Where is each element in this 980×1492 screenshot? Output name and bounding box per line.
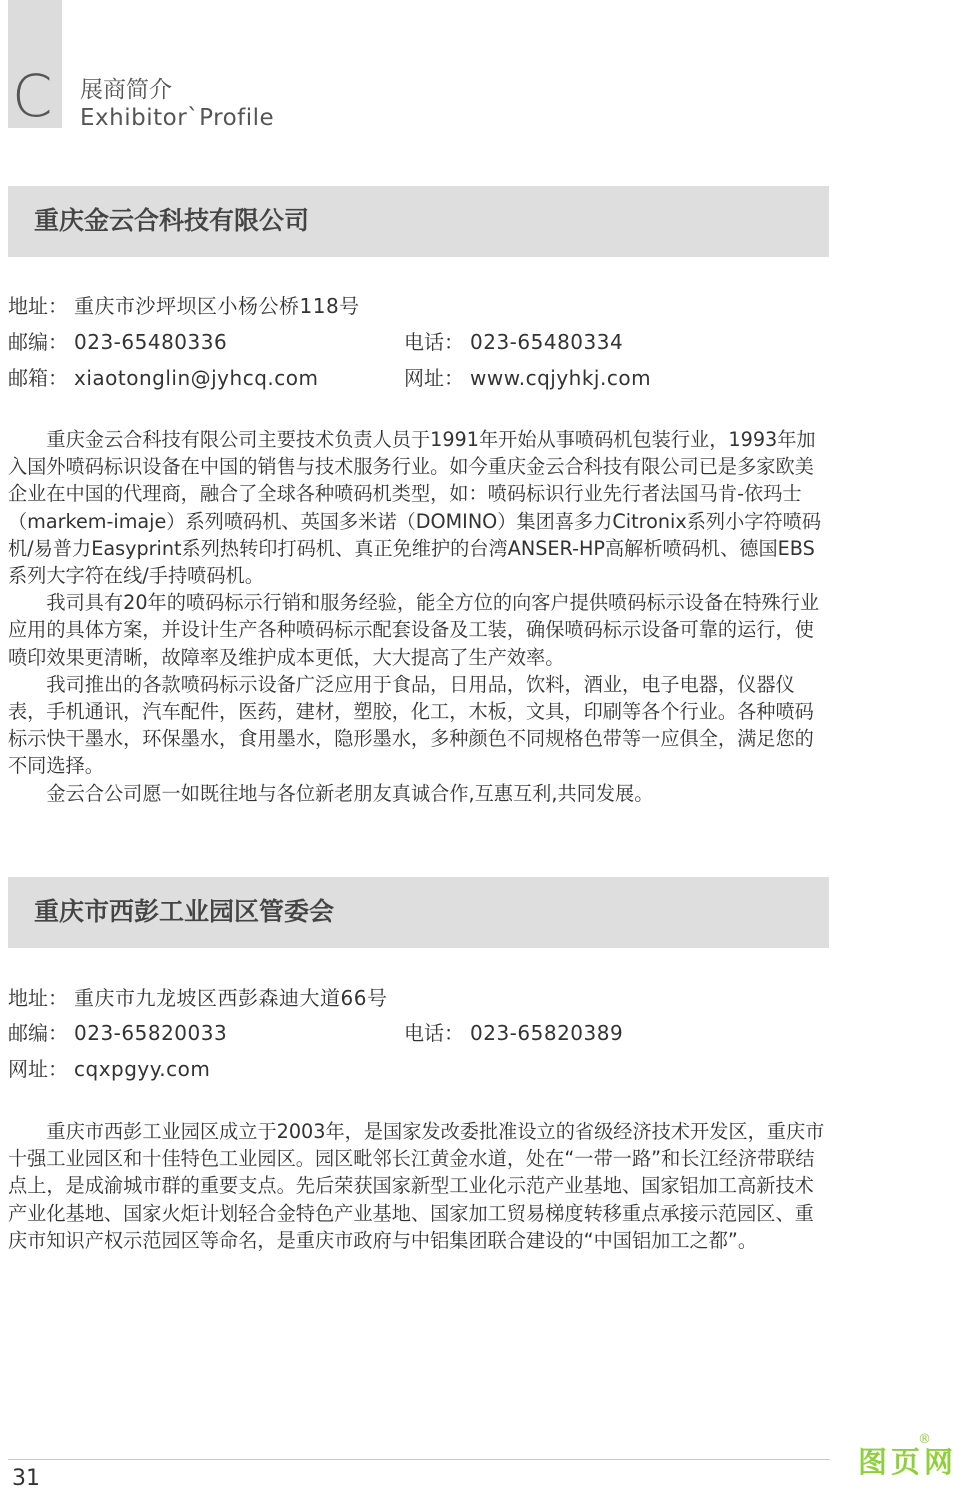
- watermark-text: 图页网: [858, 1445, 958, 1479]
- company-address: [8, 985, 387, 1011]
- address-label: 地址：: [8, 986, 68, 1010]
- phone-label: 电话：: [404, 1021, 464, 1045]
- email-label: 邮箱：: [8, 366, 68, 390]
- company-postcode: [8, 1020, 227, 1046]
- description-paragraph: 金云合公司愿一如既往地与各位新老朋友真诚合作,互惠互利,共同发展。: [46, 781, 654, 805]
- description-paragraph: 重庆市西彭工业园区成立于2003年，是国家发改委批准设立的省级经济技术开发区，重庆市十强工业园区和十佳特色工业园区。园区毗邻长江黄金水道，处在“一带一路”和长江经济带联结点上，是成渝城市群的重要支点。先后荣获国家新型工业化示范产业基地、国家铝加工高新技术产业化基地、国家火炬计划轻合金特色产业基地、国家加工贸易梯度转移重点承接示范园区、重庆市知识产权示范园区等命名，是重庆市政府与中铝集团联合建设的“中国铝加工之都”。: [8, 1120, 825, 1252]
- section-title-en: Exhibitor`Profile: [80, 105, 275, 131]
- website-label: 网址：: [404, 366, 464, 390]
- company-header-bar: [8, 186, 829, 257]
- company-phone: [404, 1020, 623, 1046]
- footer-divider: [8, 1459, 830, 1460]
- registered-mark: ®: [918, 1432, 931, 1447]
- address-value: 重庆市九龙坡区西彭森迪大道66号: [74, 986, 388, 1010]
- section-title-cn: 展商简介: [80, 77, 172, 103]
- company-phone: [404, 329, 623, 355]
- company-name: 重庆金云合科技有限公司: [34, 206, 310, 235]
- section-letter: C: [12, 62, 53, 130]
- website-label: 网址：: [8, 1057, 68, 1081]
- email-value: xiaotonglin@jyhcq.com: [74, 366, 319, 390]
- description-paragraph: 我司推出的各款喷码标示设备广泛应用于食品，日用品，饮料，酒业，电子电器，仪器仪表，手机通讯，汽车配件，医药，建材，塑胶，化工，木板，文具，印刷等各个行业。各种喷码标示快干墨水，环保墨水，食用墨水，隐形墨水，多种颜色不同规格色带等一应俱全，满足您的不同选择。: [8, 672, 814, 778]
- phone-value: 023-65820389: [470, 1021, 624, 1045]
- company-name: 重庆市西彭工业园区管委会: [34, 897, 335, 926]
- website-value: cqxpgyy.com: [74, 1057, 211, 1081]
- description-paragraph: 重庆金云合科技有限公司主要技术负责人员于1991年开始从事喷码机包装行业，1993年加入国外喷码标识设备在中国的销售与技术服务行业。如今重庆金云合科技有限公司已是多家欧美企业在中国的代理商，融合了全球各种喷码机类型，如：喷码标识行业先行者法国马肯-依玛士（markem-imaje）系列喷码机、英国多米诺（DOMINO）集团喜多力Citronix系列小字符喷码机/易普力Easyprint系列热转印打码机、真正免维护的台湾ANSER-HP高解析喷码机、德国EBS系列大字符在线/手持喷码机。: [8, 428, 822, 588]
- address-value: 重庆市沙坪坝区小杨公桥118号: [74, 294, 360, 318]
- company-header-bar: [8, 877, 829, 948]
- address-label: 地址：: [8, 294, 68, 318]
- description-paragraph: 我司具有20年的喷码标示行销和服务经验，能全方位的向客户提供喷码标示设备在特殊行业应用的具体方案，并设计生产各种喷码标示配套设备及工装，确保喷码标示设备可靠的运行，使喷印效果更清晰，故障率及维护成本更低，大大提高了生产效率。: [8, 591, 820, 669]
- postcode-value: 023-65820033: [74, 1021, 228, 1045]
- page-number: 31: [12, 1466, 40, 1491]
- phone-value: 023-65480334: [470, 330, 624, 354]
- company-description: [8, 426, 832, 807]
- company-email: [8, 365, 318, 391]
- company-description: [8, 1118, 832, 1254]
- postcode-label: 邮编：: [8, 1021, 68, 1045]
- phone-label: 电话：: [404, 330, 464, 354]
- company-website: [404, 365, 651, 391]
- postcode-label: 邮编：: [8, 330, 68, 354]
- company-address: [8, 293, 360, 319]
- company-postcode: [8, 329, 227, 355]
- postcode-value: 023-65480336: [74, 330, 228, 354]
- watermark-logo: [858, 1432, 968, 1480]
- website-value: www.cqjyhkj.com: [470, 366, 652, 390]
- company-website: [8, 1056, 210, 1082]
